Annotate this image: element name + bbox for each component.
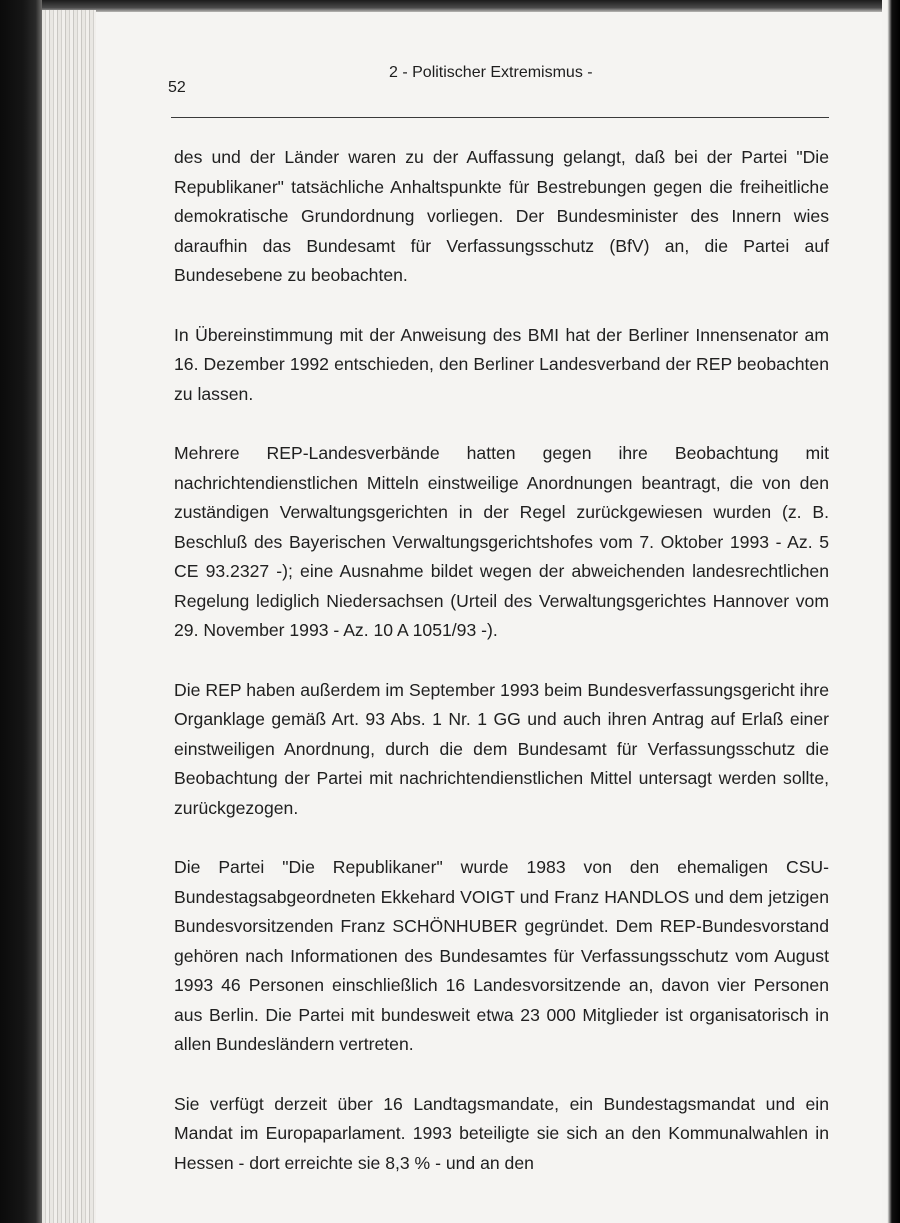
running-title: 2 - Politischer Extremismus - [389,64,593,81]
paragraph: Sie verfügt derzeit über 16 Landtagsmandate, ein Bundestagsmandat und ein Mandat im Europaparlament. 1993 beteiligte sie sich an den Kommunalwahlen in Hessen - dort erreichte sie 8,3 % - und an den [174,1093,829,1173]
paragraph: Die Partei "Die Republikaner" wurde 1983 von den ehemaligen CSU-Bundestagsabgeordneten Ekkehard VOIGT und Franz HANDLOS und dem jetzigen Bundesvorsitzenden Franz SCHÖNHUBER gegründet. Dem REP-Bundesvorstand gehören nach Informationen des Bundesamtes für Verfassungsschutz vom August 1993 46 Personen einschließlich 16 Landesvorsitzende an, davon vier Personen aus Berlin. Die Partei mit bundesweit etwa 23 000 Mitglieder ist organisatorisch in allen Bundesländern vertreten. [174,857,829,1054]
page-number: 52 [168,79,186,96]
paragraph: Die REP haben außerdem im September 1993 beim Bundesverfassungsgericht ihre Organklage gemäß Art. 93 Abs. 1 Nr. 1 GG und auch ihren Antrag auf Erlaß einer einstweiligen Anordnung, durch die dem Bundesamt für Verfassungsschutz die Beobachtung der Partei mit nachrichtendienstlichen Mittel untersagt werden sollte, zurückgezogen. [174,679,829,818]
book-binding-shadow [0,0,42,1223]
paragraph: Mehrere REP-Landesverbände hatten gegen ihre Beobachtung mit nachrichtendienstlichen Mitteln einstweilige Anordnungen beantragt, die von den zuständigen Verwaltungsgerichten in der Regel zurückgewiesen wurden (z. B. Beschluß des Bayerischen Verwaltungsgerichtshofes vom 7. Oktober 1993 - Az. 5 CE 93.2327 -); eine Ausnahme bildet wegen der abweichenden landesrechtlichen Regelung lediglich Niedersachsen (Urteil des Verwaltungsgerichtes Hannover vom 29. November 1993 - Az. 10 A 1051/93 -). [174,443,829,640]
paragraph: In Übereinstimmung mit der Anweisung des BMI hat der Berliner Innensenator am 16. Dezember 1992 entschieden, den Berliner Landesverband der REP beobachten zu lassen. [174,324,829,404]
page-edge-stack [42,10,96,1223]
header-rule [171,117,829,118]
paragraph: des und der Länder waren zu der Auffassung gelangt, daß bei der Partei "Die Republikaner" tatsächliche Anhaltspunkte für Bestrebungen gegen die freiheitliche demokratische Grundordnung vorliegen. Der Bundesminister des Innern wies daraufhin das Bundesamt für Verfassungsschutz (BfV) an, die Partei auf Bundesebene zu beobachten. [174,147,829,285]
right-scan-edge [882,0,900,1223]
body-text [174,143,829,1208]
page-header [96,62,829,102]
